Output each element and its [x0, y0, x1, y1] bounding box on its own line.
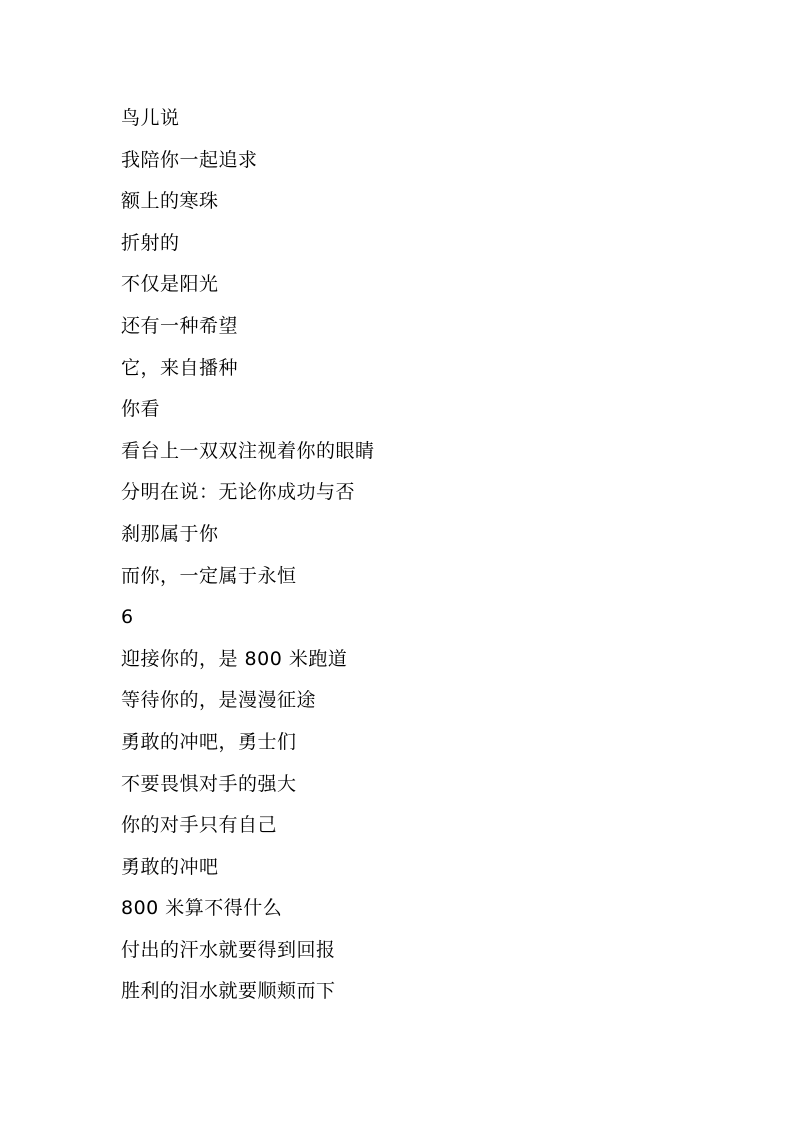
- text-line: 而你，一定属于永恒: [121, 564, 297, 587]
- text-line: 看台上一双双注视着你的眼睛: [121, 439, 375, 462]
- text-line: 你的对手只有自己: [121, 814, 278, 837]
- text-line: 不仅是阳光: [121, 273, 219, 296]
- text-line: 分明在说：无论你成功与否: [121, 481, 356, 504]
- text-line: 迎接你的，是 800 米跑道: [121, 647, 348, 670]
- text-line: 不要畏惧对手的强大: [121, 772, 297, 795]
- text-line: 等待你的，是漫漫征途: [121, 689, 317, 712]
- poem-text: [121, 104, 375, 1019]
- text-line: 我陪你一起追求: [121, 148, 258, 171]
- text-line: 800 米算不得什么: [121, 897, 283, 920]
- text-line: 付出的汗水就要得到回报: [121, 938, 336, 961]
- text-line: 胜利的泪水就要顺颊而下: [121, 980, 336, 1003]
- text-line: 它，来自播种: [121, 356, 239, 379]
- text-line: 折射的: [121, 231, 180, 254]
- text-line: 还有一种希望: [121, 314, 239, 337]
- text-line: 勇敢的冲吧，勇士们: [121, 730, 297, 753]
- text-line: 刹那属于你: [121, 522, 219, 545]
- section-number: 6: [121, 606, 134, 629]
- text-line: 鸟儿说: [121, 107, 180, 129]
- text-line: 额上的寒珠: [121, 190, 219, 213]
- text-line: 你看: [121, 398, 161, 421]
- text-line: 勇敢的冲吧: [121, 855, 219, 878]
